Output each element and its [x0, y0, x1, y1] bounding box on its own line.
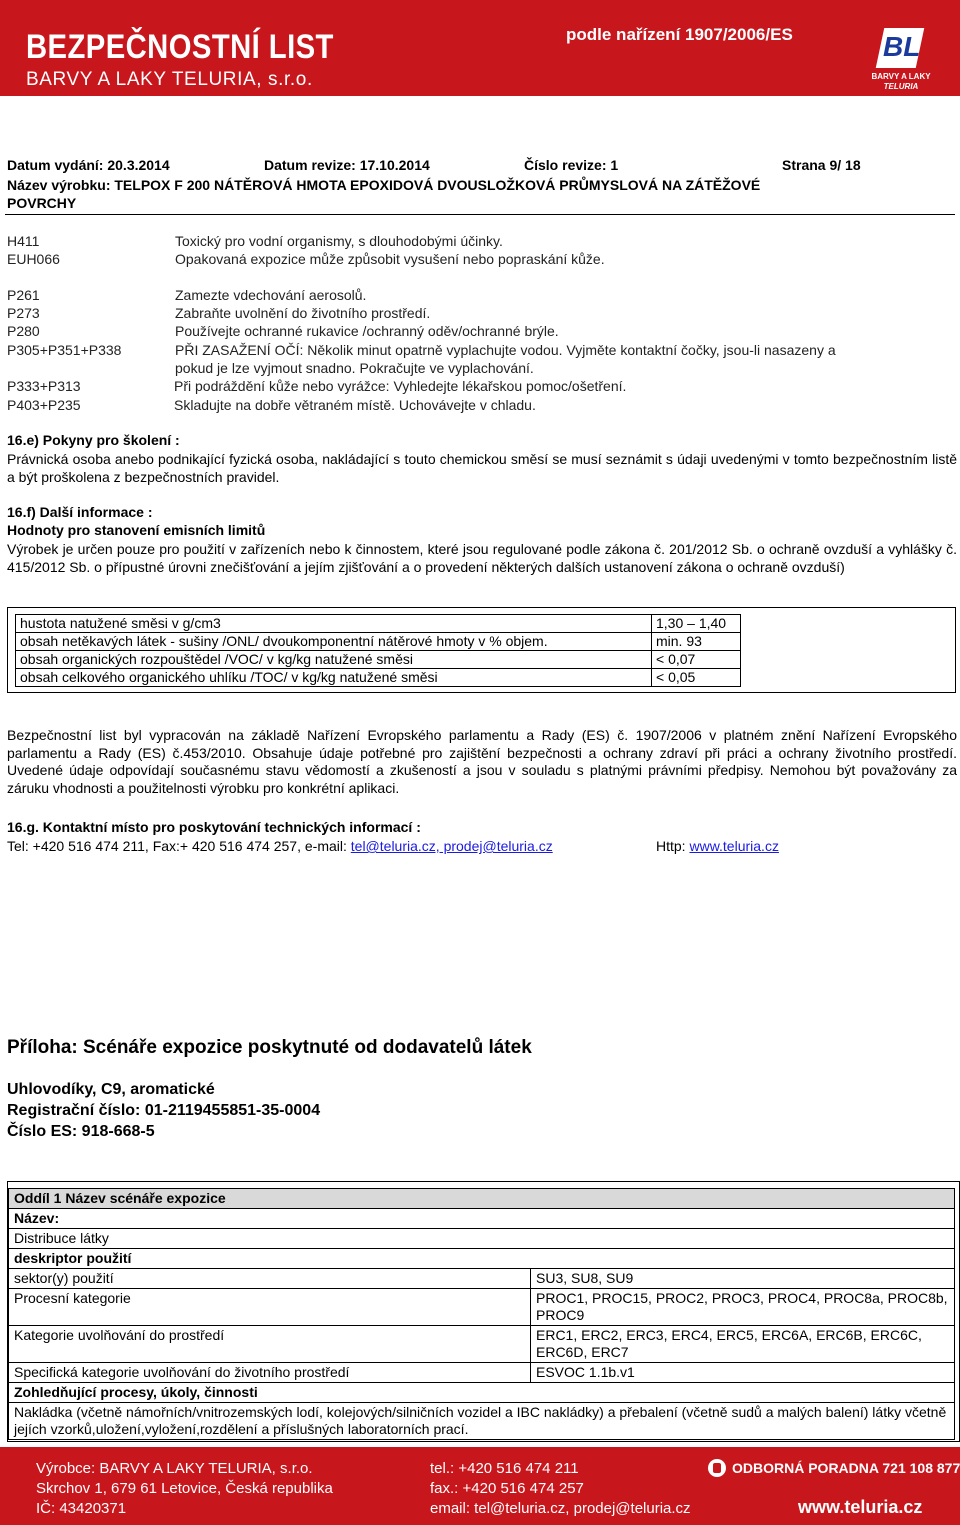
web-link[interactable]: www.teluria.cz	[689, 838, 779, 854]
substance-name: Uhlovodíky, C9, aromatické	[7, 1081, 215, 1098]
table-row	[9, 1229, 955, 1249]
header-divider	[5, 214, 955, 215]
table-row	[16, 651, 741, 669]
table-cell-label: Specifická kategorie uvolňování do životního prostředí	[9, 1363, 531, 1383]
descriptor-label: deskriptor použití	[9, 1249, 955, 1269]
section-16e-text: Právnická osoba anebo podnikající fyzická osoba, nakládající s touto chemickou směsí se musí seznámit s údaji uvedenými v tomto bezpečnostním listě a být proškolena z bezpečnostních pravidel.	[7, 451, 957, 485]
company-logo	[866, 28, 936, 96]
es-number: Číslo ES: 918-668-5	[7, 1123, 155, 1140]
table-row	[9, 1363, 955, 1383]
page-number: Strana 9/ 18	[782, 157, 861, 173]
p-text: Zabraňte uvolnění do životního prostředí.	[175, 305, 431, 321]
product-name-line2: POVRCHY	[7, 195, 77, 211]
scenario-section-title: Oddíl 1 Název scénáře expozice	[9, 1189, 955, 1209]
http-label: Http:	[656, 838, 690, 854]
annex-title: Příloha: Scénáře expozice poskytnuté od dodavatelů látek	[7, 1037, 532, 1058]
footer-email: email: tel@teluria.cz, prodej@teluria.cz	[430, 1500, 691, 1517]
product-name-line1: Název výrobku: TELPOX F 200 NÁTĚROVÁ HMOTA EPOXIDOVÁ DVOUSLOŽKOVÁ PRŮMYSLOVÁ NA ZÁTĚŽOVÉ	[7, 177, 761, 193]
table-cell-value: < 0,05	[652, 669, 741, 687]
table-cell-value: 1,30 – 1,40	[652, 615, 741, 633]
table-row	[16, 633, 741, 651]
p-code: P403+P235	[7, 397, 81, 413]
table-cell-label: sektor(y) použití	[9, 1269, 531, 1289]
table-cell-label: obsah celkového organického uhlíku /TOC/ v kg/kg natužené směsi	[16, 669, 652, 687]
table-cell-value: min. 93	[652, 633, 741, 651]
h-code: EUH066	[7, 251, 60, 267]
company-name: BARVY A LAKY TELURIA, s.r.o.	[26, 69, 313, 90]
p-text-continued: pokud je lze vyjmout snadno. Pokračujte ve vyplachování.	[175, 360, 534, 376]
table-cell-label: Kategorie uvolňování do prostředí	[9, 1326, 531, 1363]
table-cell-label: hustota natužené směsi v g/cm3	[16, 615, 652, 633]
table-row	[9, 1209, 955, 1229]
phone-icon	[708, 1459, 726, 1477]
company-id-line: IČ: 43420371	[36, 1500, 127, 1517]
contact-text: Tel: +420 516 474 211, Fax:+ 420 516 474 257, e-mail:	[7, 838, 351, 854]
table-row	[9, 1403, 955, 1440]
p-code: P333+P313	[7, 378, 81, 394]
emission-limits-heading: Hodnoty pro stanovení emisních limitů	[7, 522, 266, 538]
contact-line	[7, 838, 553, 854]
section-16f-heading: 16.f) Další informace :	[7, 504, 153, 520]
email-link[interactable]: tel@teluria.cz, prodej@teluria.cz	[350, 838, 553, 854]
logo-caption-2: TELURIA	[883, 82, 919, 91]
issue-date: Datum vydání: 20.3.2014	[7, 157, 170, 173]
h-code: H411	[7, 233, 40, 249]
table-row	[16, 615, 741, 633]
p-code: P261	[7, 287, 40, 303]
section-16g-heading: 16.g. Kontaktní místo pro poskytování technických informací :	[7, 819, 421, 835]
scenario-name-value: Distribuce látky	[9, 1229, 955, 1249]
table-row	[16, 669, 741, 687]
address-line: Skrchov 1, 679 61 Letovice, Česká republika	[36, 1480, 333, 1497]
scenario-name-label: Název:	[9, 1209, 955, 1229]
emission-table	[15, 614, 741, 687]
h-text: Opakovaná expozice může způsobit vysušení nebo popraskání kůže.	[175, 251, 605, 267]
footer-fax: fax.: +420 516 474 257	[430, 1480, 584, 1497]
revision-number: Číslo revize: 1	[524, 157, 619, 173]
table-cell-value: < 0,07	[652, 651, 741, 669]
advice-line: ODBORNÁ PORADNA 721 108 877	[732, 1460, 960, 1476]
table-cell-label: obsah netěkavých látek - sušiny /ONL/ dvoukomponentní nátěrové hmoty v % objem.	[16, 633, 652, 651]
logo-letters: BL	[883, 31, 921, 62]
sds-legal-note: Bezpečnostní list byl vypracován na základě Nařízení Evropského parlamentu a Rady (ES) č. 1907/2006 v platném znění Nařízení Evropského parlamentu a Rady (ES) č.453/2010. Obsahuje údaje potřebné pro zajištění bezpečnosti a ochrany zdraví při práci a ochrany životního prostředí. Uvedené údaje odpovídají současnému stavu vědomostí a zkušeností a jsou v souladu s platnými právními předpisy. Nemohou být považovány za záruku vhodnosti a použitelnosti výrobku pro konkrétní aplikaci.	[7, 727, 957, 796]
h-text: Toxický pro vodní organismy, s dlouhodobými účinky.	[175, 233, 503, 249]
footer-tel: tel.: +420 516 474 211	[430, 1460, 579, 1477]
p-text: Skladujte na dobře větraném místě. Uchovávejte v chladu.	[174, 397, 536, 413]
page-header	[0, 0, 960, 96]
document-title: BEZPEČNOSTNÍ LIST	[26, 28, 334, 66]
table-row	[9, 1289, 955, 1326]
p-text: Zamezte vdechování aerosolů.	[175, 287, 367, 303]
scenario-frame	[7, 1181, 960, 1442]
table-cell-value: SU3, SU8, SU9	[531, 1269, 955, 1289]
processes-label: Zohledňující procesy, úkoly, činnosti	[9, 1383, 955, 1403]
logo-caption-1: BARVY A LAKY	[871, 72, 931, 81]
scenario-table	[8, 1188, 955, 1440]
revision-date: Datum revize: 17.10.2014	[264, 157, 430, 173]
table-row	[9, 1326, 955, 1363]
table-row	[9, 1383, 955, 1403]
table-row	[9, 1269, 955, 1289]
p-text: PŘI ZASAŽENÍ OČÍ: Několik minut opatrně vyplachujte vodou. Vyjměte kontaktní čočky, jsou-li nasazeny a	[175, 342, 836, 358]
page-footer	[0, 1447, 960, 1525]
regulation-label: podle nařízení 1907/2006/ES	[566, 25, 793, 44]
table-row	[9, 1189, 955, 1209]
manufacturer-line: Výrobce: BARVY A LAKY TELURIA, s.r.o.	[36, 1460, 313, 1477]
p-code: P305+P351+P338	[7, 342, 122, 358]
emission-table-frame	[7, 607, 956, 693]
table-cell-label: Procesní kategorie	[9, 1289, 531, 1326]
table-row	[9, 1249, 955, 1269]
section-16f-text: Výrobek je určen pouze pro použití v zařízeních nebo k činnostem, které jsou regulované podle zákona č. 201/2012 Sb. o ochraně ovzduší a vyhlášky č. 415/2012 Sb. o přípustné úrovni znečišťování a jejím zjišťování a o provedení některých dalších ustanovení zákona o ochraně ovzduší)	[7, 541, 957, 575]
p-text: Používejte ochranné rukavice /ochranný oděv/ochranné brýle.	[175, 323, 559, 339]
processes-text: Nakládka (včetně námořních/vnitrozemských lodí, kolejových/silničních vozidel a IBC nakládky) a přebalení (včetně sudů a malých balení) látky včetně jejích vzorků,uložení,vyložení,rozdělení a příslušných laboratorních prací.	[9, 1403, 955, 1440]
table-cell-value: ESVOC 1.1b.v1	[531, 1363, 955, 1383]
footer-web: www.teluria.cz	[798, 1497, 923, 1517]
p-text: Při podráždění kůže nebo vyrážce: Vyhledejte lékařskou pomoc/ošetření.	[174, 378, 627, 394]
p-code: P280	[7, 323, 40, 339]
web-line	[656, 838, 779, 854]
registration-number: Registrační číslo: 01-2119455851-35-0004	[7, 1102, 321, 1119]
table-cell-label: obsah organických rozpouštědel /VOC/ v kg/kg natužené směsi	[16, 651, 652, 669]
table-cell-value: ERC1, ERC2, ERC3, ERC4, ERC5, ERC6A, ERC6B, ERC6C, ERC6D, ERC7	[531, 1326, 955, 1363]
p-code: P273	[7, 305, 40, 321]
section-16e-heading: 16.e) Pokyny pro školení :	[7, 432, 180, 448]
table-cell-value: PROC1, PROC15, PROC2, PROC3, PROC4, PROC8a, PROC8b, PROC9	[531, 1289, 955, 1326]
